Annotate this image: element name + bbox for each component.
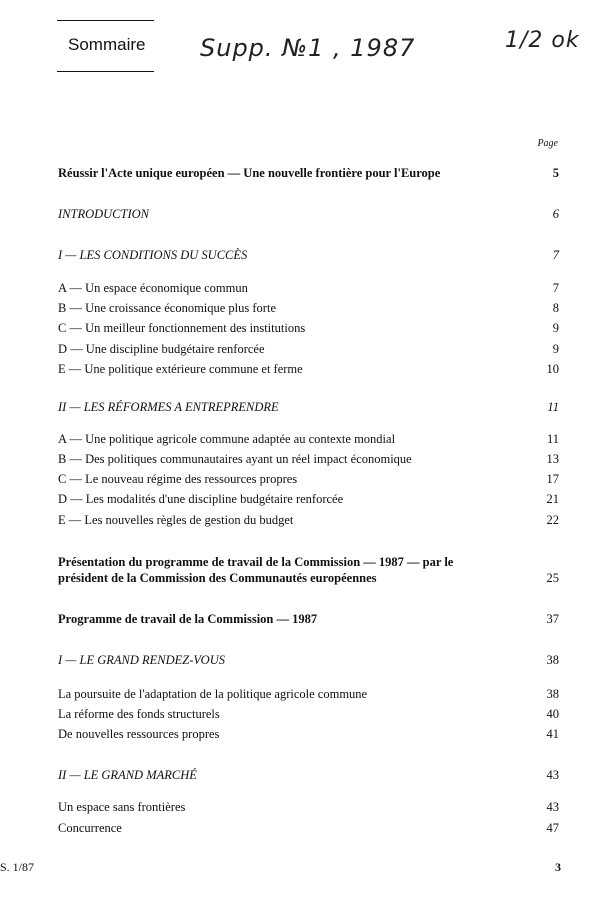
toc-entry <box>58 512 559 528</box>
toc-entry <box>58 451 559 467</box>
toc-entry-page: 43 <box>546 768 559 782</box>
toc-entry-page: 38 <box>546 653 559 667</box>
toc-entry-text: B — Des politiques communautaires ayant un réel impact économique <box>58 452 412 466</box>
toc-entry-text: INTRODUCTION <box>58 207 149 221</box>
toc-entry <box>58 165 559 181</box>
toc-entry <box>58 652 559 668</box>
page-title: Sommaire <box>68 35 146 54</box>
toc-entry-page: 17 <box>546 472 559 486</box>
toc-entry-text: Un espace sans frontières <box>58 800 186 814</box>
toc-entry-page: 22 <box>546 513 559 527</box>
toc-entry-text: Programme de travail de la Commission — 1987 <box>58 612 318 626</box>
toc-entry <box>58 491 559 507</box>
toc-entry-page: 9 <box>552 321 559 335</box>
toc-entry-page: 21 <box>546 492 559 506</box>
toc-entry-page: 10 <box>546 362 559 376</box>
toc-entry-text: I — LES CONDITIONS DU SUCCÈS <box>58 248 248 262</box>
header-rule-bottom <box>57 71 154 72</box>
toc-entry-page: 6 <box>552 207 559 221</box>
footer-reference: S. 1/87 <box>0 860 35 874</box>
toc-entry-page: 37 <box>546 612 559 626</box>
header-rule-top <box>57 20 154 21</box>
toc-entry-text: E — Les nouvelles règles de gestion du budget <box>58 513 294 527</box>
toc-entry <box>58 399 559 415</box>
toc-entry-text: Concurrence <box>58 821 122 835</box>
page-column-label: Page <box>537 138 558 149</box>
toc-entry <box>58 206 559 222</box>
handwritten-reference: Supp. №1 , 1987 <box>200 34 416 62</box>
toc-entry-page: 8 <box>552 301 559 315</box>
handwritten-note: 1/2 ok <box>505 28 580 53</box>
toc-entry-page: 7 <box>552 248 559 262</box>
toc-entry-page: 41 <box>546 727 559 741</box>
toc-entry-page: 5 <box>552 166 559 180</box>
toc-entry <box>58 611 559 627</box>
toc-entry <box>58 471 559 487</box>
toc-entry-page: 43 <box>546 800 559 814</box>
toc-entry <box>58 554 559 586</box>
toc-entry-text: De nouvelles ressources propres <box>58 727 220 741</box>
toc-entry <box>58 280 559 296</box>
toc-entry-page: 38 <box>546 687 559 701</box>
toc-entry-text: D — Les modalités d'une discipline budgétaire renforcée <box>58 492 344 506</box>
toc-entry <box>58 686 559 702</box>
toc-entry <box>58 799 559 815</box>
toc-entry-page: 13 <box>546 452 559 466</box>
toc-entry <box>58 320 559 336</box>
toc-entry-page: 7 <box>552 281 559 295</box>
toc-entry-text: E — Une politique extérieure commune et ferme <box>58 362 303 376</box>
toc-entry <box>58 247 559 263</box>
toc-entry-page: 9 <box>552 342 559 356</box>
toc-entry-text: A — Un espace économique commun <box>58 281 248 295</box>
toc-entry-page: 25 <box>546 571 559 585</box>
toc-entry <box>58 767 559 783</box>
footer-page-number: 3 <box>555 860 561 874</box>
toc-entry-text: Présentation du programme de travail de la Commission — 1987 — par le président de la Commission des Communautés européennes <box>58 555 454 585</box>
toc-entry-text: C — Un meilleur fonctionnement des institutions <box>58 321 306 335</box>
toc-entry-page: 11 <box>546 432 559 446</box>
toc-entry-page: 47 <box>546 821 559 835</box>
toc-entry-text: A — Une politique agricole commune adaptée au contexte mondial <box>58 432 396 446</box>
toc-entry-text: D — Une discipline budgétaire renforcée <box>58 342 265 356</box>
toc-entry-page: 40 <box>546 707 559 721</box>
toc-entry <box>58 820 559 836</box>
toc-entry <box>58 706 559 722</box>
toc-entry-text: II — LES RÉFORMES A ENTREPRENDRE <box>58 400 279 414</box>
toc-entry-text: La réforme des fonds structurels <box>58 707 220 721</box>
toc-entry-page: 11 <box>547 400 559 414</box>
toc-entry-text: C — Le nouveau régime des ressources propres <box>58 472 298 486</box>
toc-entry-text: II — LE GRAND MARCHÉ <box>58 768 197 782</box>
toc-entry-text: La poursuite de l'adaptation de la politique agricole commune <box>58 687 368 701</box>
toc-entry <box>58 341 559 357</box>
toc-entry-text: I — LE GRAND RENDEZ-VOUS <box>58 653 225 667</box>
toc-entry <box>58 726 559 742</box>
toc-entry <box>58 431 559 447</box>
toc-entry-text: B — Une croissance économique plus forte <box>58 301 276 315</box>
toc-entry-text: Réussir l'Acte unique européen — Une nouvelle frontière pour l'Europe <box>58 166 441 180</box>
toc-entry <box>58 300 559 316</box>
toc-entry <box>58 361 559 377</box>
